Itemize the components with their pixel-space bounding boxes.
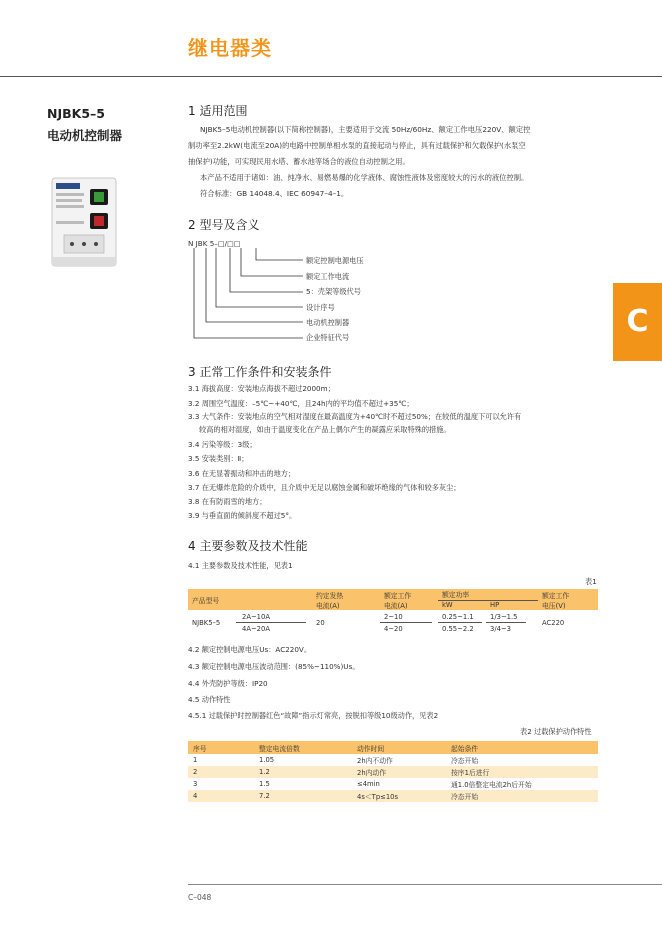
model-leader-lines [188, 248, 308, 348]
th-start: 起始条件 [451, 744, 479, 753]
cell-multiple: 1.05 [259, 756, 275, 764]
cell-multiple: 7.2 [259, 792, 270, 800]
cell-voltage: AC220 [542, 618, 565, 627]
table-row [188, 778, 598, 790]
section2-title: 2 型号及含义 [188, 218, 260, 232]
table-row [188, 766, 598, 778]
cell-multiple: 1.2 [259, 768, 270, 776]
table1-caption: 表1 [585, 577, 597, 586]
spec-protection: 4.4 外壳防护等级：IP20 [188, 679, 268, 688]
meaning-frame: 5：壳架等级代号 [306, 287, 361, 296]
th-time: 动作时间 [357, 744, 385, 753]
condition-item: 3.2 周围空气温度：–5℃~+40℃，且24h内的平均值不超过+35℃； [188, 399, 414, 408]
meaning-enterprise: 企业特征代号 [306, 333, 350, 342]
cell-no: 4 [193, 792, 198, 800]
table-row [188, 790, 598, 802]
cell-start: 冷态开始 [451, 757, 479, 765]
condition-item: 3.5 安装类别：Ⅱ； [188, 454, 249, 463]
condition-item: 3.9 与垂直面的倾斜度不超过5°。 [188, 511, 297, 520]
cell-heat: 20 [316, 618, 325, 627]
th-voltage: 额定工作 [542, 591, 570, 600]
condition-item: 3.8 在有防雨雪的地方； [188, 497, 267, 506]
cell-no: 1 [193, 756, 198, 764]
cell-cur2: 4~20 [384, 624, 403, 633]
cell-start: 通1.0倍整定电流2h后开始 [451, 781, 532, 789]
condition-item: 3.6 在无显著振动和冲击的地方； [188, 469, 296, 478]
th-heat: 约定发热 [316, 591, 344, 600]
cell-multiple: 1.5 [259, 780, 270, 788]
section3-title: 3 正常工作条件和安装条件 [188, 365, 332, 379]
section1-p3: 抽保护)功能，可实现民用水塔、蓄水池等场合的液位自动控制之用。 [188, 157, 410, 166]
header-divider [0, 76, 662, 77]
th-voltage-unit: 电压(V) [542, 602, 566, 610]
category-title: 继电器类 [188, 36, 272, 60]
condition-item: 3.7 在无爆炸危险的介质中，且介质中无足以腐蚀金属和破坏绝缘的气体和较多灰尘； [188, 483, 461, 492]
cell-start: 按序1后进行 [451, 769, 490, 777]
cell-model: NJBK5–5 [192, 618, 221, 627]
section1-p1: NJBK5–5电动机控制器(以下简称控制器)，主要适用于交流 50Hz/60Hz、额定工作电压220V、额定控 [200, 125, 531, 134]
cell-range2: 4A~20A [242, 624, 270, 633]
cell-time: 2h内不动作 [357, 757, 393, 765]
table-row [188, 754, 598, 766]
cell-hp2: 3/4~3 [490, 624, 511, 633]
cell-time: 2h内动作 [357, 769, 387, 777]
section-tab-c: C [613, 283, 662, 361]
cell-kw2: 0.55~2.2 [442, 624, 474, 633]
condition-item: 3.4 污染等级：3级； [188, 440, 257, 449]
cell-no: 2 [193, 768, 198, 776]
overload-table [188, 741, 598, 802]
page-number: C–048 [188, 893, 212, 902]
cell-time: ≤4min [357, 780, 380, 788]
spec-voltage: 4.2 额定控制电源电压Us：AC220V。 [188, 645, 312, 654]
condition-item: 3.3 大气条件：安装地点的空气相对湿度在最高温度为+40℃时不超过50%；在较低的温度下可以允许有 [188, 412, 522, 421]
parameters-table [188, 589, 598, 635]
cell-range1: 2A~10A [236, 611, 306, 623]
section1-p2: 制功率至2.2kW(电流至20A)的电路中控制单相水泵的直接起动与停止，具有过载保护和欠载保护(水泵空 [188, 141, 526, 150]
th-multiple: 整定电流倍数 [259, 744, 300, 753]
cell-start: 冷态开始 [451, 793, 479, 801]
section4-title: 4 主要参数及技术性能 [188, 539, 308, 553]
meaning-current: 额定工作电流 [306, 272, 350, 281]
product-code: NJBK5–5 [47, 106, 105, 121]
cell-hp1: 1/3~1.5 [486, 611, 526, 623]
th-current: 额定工作 [384, 591, 412, 600]
spec-fluctuation: 4.3 额定控制电源电压波动范围：(85%~110%)Us。 [188, 662, 360, 671]
footer-divider [188, 884, 662, 885]
th-current-unit: 电流(A) [384, 602, 408, 610]
th-hp: HP [490, 601, 500, 610]
cell-cur1: 2~10 [380, 611, 432, 623]
meaning-controller: 电动机控制器 [306, 318, 350, 327]
spec-overload: 4.5.1 过载保护时控制器红色“故障”指示灯常亮，按脱扣等级10级动作，见表2 [188, 711, 439, 720]
th-no: 序号 [193, 744, 207, 753]
section1-p5: 符合标准：GB 14048.4、IEC 60947–4–1。 [200, 189, 349, 198]
cell-kw1: 0.25~1.1 [438, 611, 482, 623]
meaning-design: 设计序号 [306, 303, 335, 312]
section1-title: 1 适用范围 [188, 104, 248, 118]
table2-caption: 表2 过载保护动作特性 [520, 727, 592, 736]
product-name: 电动机控制器 [47, 128, 123, 143]
th-kw: kW [442, 601, 453, 610]
product-image [48, 175, 122, 271]
meaning-voltage: 额定控制电源电压 [306, 256, 364, 265]
spec-action-title: 4.5 动作特性 [188, 695, 231, 704]
cell-time: 4s＜Tp≤10s [357, 793, 399, 801]
th-heat-unit: 电流(A) [316, 602, 340, 610]
condition-item: 较高的相对湿度，如由于温度变化在产品上偶尔产生的凝露应采取特殊的措施。 [199, 425, 451, 434]
th-model: 产品型号 [192, 596, 220, 605]
th-power: 额定功率 [438, 589, 538, 600]
table1-intro: 4.1 主要参数及技术性能，见表1 [188, 561, 293, 570]
cell-no: 3 [193, 780, 198, 788]
section1-p4: 本产品不适用于诸如：油、纯净水、易燃易爆的化学液体、腐蚀性液体及密度较大的污水的液位控制。 [200, 173, 529, 182]
condition-item: 3.1 海拔高度：安装地点海拔不超过2000m； [188, 384, 335, 393]
model-code: N JBK 5–□/□□ [188, 239, 241, 248]
